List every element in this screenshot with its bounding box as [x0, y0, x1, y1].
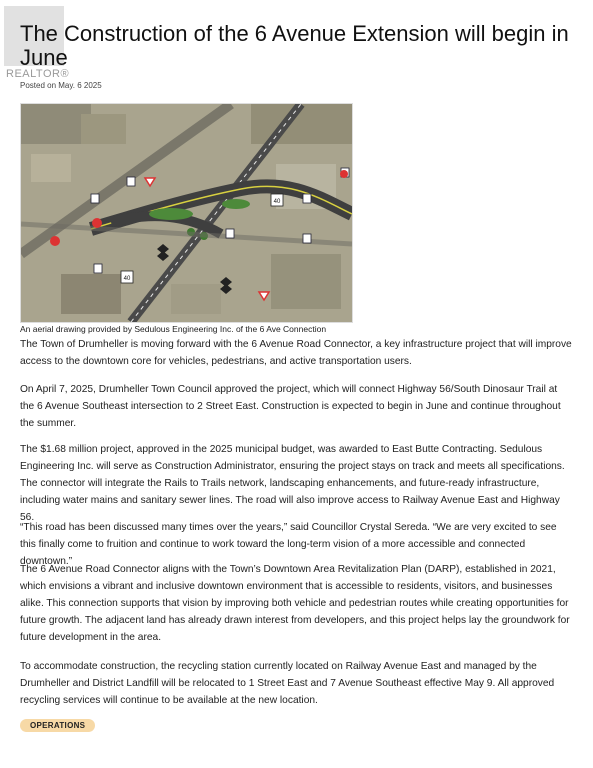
- aerial-drawing-image: [20, 103, 353, 323]
- image-caption: An aerial drawing provided by Sedulous Engineering Inc. of the 6 Ave Connection: [20, 324, 327, 334]
- posted-date: Posted on May. 6 2025: [20, 81, 102, 90]
- realtor-watermark-text: REALTOR®: [6, 68, 70, 80]
- article-paragraph: The Town of Drumheller is moving forward with the 6 Avenue Road Connector, a key infrastructure project that will improve access to the downtown core for vehicles, pedestrians, and active transportation users.: [20, 339, 572, 367]
- article-paragraph: On April 7, 2025, Drumheller Town Council approved the project, which will connect Highway 56/South Dinosaur Trail at the 6 Avenue Southeast intersection to 2 Street East. Construction is expected to begin in June and continue throughout the summer.: [20, 384, 561, 429]
- article-paragraph: The $1.68 million project, approved in the 2025 municipal budget, was awarded to East Butte Contracting. Sedulous Engineering Inc. will serve as Construction Administrator, ensuring the project stays on track and meets all specifications. The connector will integrate the Rails to Trails network, landscaping enhancements, and future-ready infrastructure, including water mains and sanitary sewer lines. The road will also improve access to Railway Avenue East and Highway 56.: [20, 444, 565, 523]
- article-paragraph: “This road has been discussed many times over the years,” said Councillor Crystal Sereda. “We are very excited to see this finally come to fruition and continue to work toward the long-term vision of a more accessible and connected downtown.”: [20, 522, 557, 567]
- speed-limit-label: 40: [273, 199, 281, 205]
- article-title: The Construction of the 6 Avenue Extension will begin in June: [20, 21, 569, 70]
- article-paragraph: The 6 Avenue Road Connector aligns with the Town’s Downtown Area Revitalization Plan (DARP), established in 2021, which envisions a vibrant and inclusive downtown environment that is accessible to residents, visitors, and businesses alike. This connection supports that vision by improving both vehicle and pedestrian routes while creating opportunities for future growth. The adjacent land has already drawn interest from developers, and this project helps lay the groundwork for future development in the area.: [20, 564, 570, 643]
- category-tag-operations[interactable]: OPERATIONS: [20, 719, 95, 732]
- speed-limit-label: 40: [123, 276, 131, 282]
- article-paragraph: To accommodate construction, the recycling station currently located on Railway Avenue East and managed by the Drumheller and District Landfill will be relocated to 1 Street East and 7 Avenue Southeast effective May 9. All approved recycling services will continue to be available at the new location.: [20, 661, 555, 706]
